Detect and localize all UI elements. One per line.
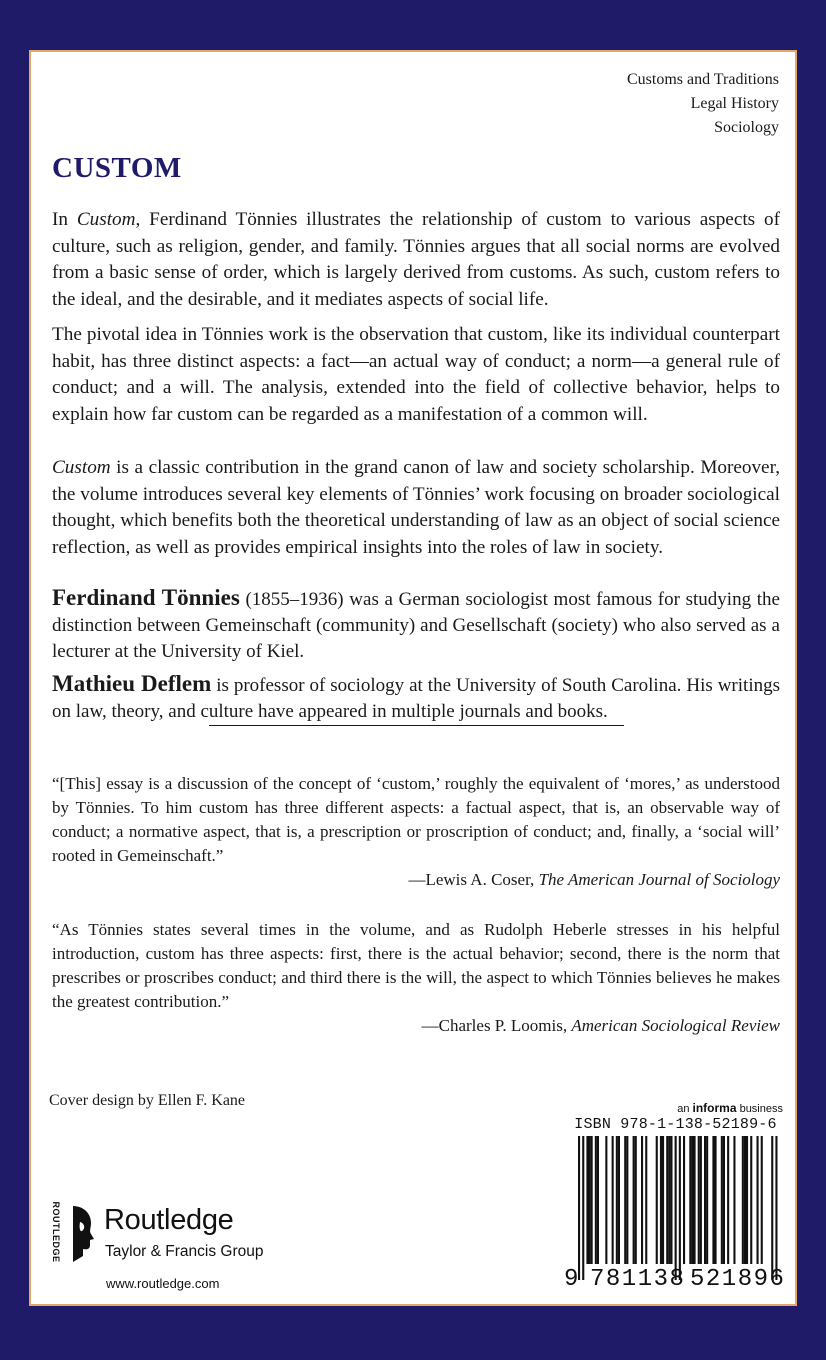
editor-bio: Mathieu Deflem is professor of sociology at the University of South Carolina. His writings on law, theory, and culture have appeared in multiple journals and books. <box>52 671 780 722</box>
barcode-bar <box>605 1136 607 1264</box>
publisher-group: Taylor & Francis Group <box>105 1243 264 1260</box>
review-quote-2: “As Tönnies states several times in the volume, and as Rudolph Heberle stresses in his helpful introduction, custom has three aspects: first, there is the actual behavior; second, there is the norm that prescribes or proscribes conduct; and third there is the will, the aspect to which Tönnies believes he makes the greatest contribution.” —Charles P. Loomis, American Sociological Review <box>52 918 780 1038</box>
barcode-bar <box>618 1136 620 1264</box>
subject-item: Customs and Traditions <box>626 71 779 88</box>
ean-left-group: 781138 <box>590 1266 686 1293</box>
barcode-bar <box>750 1136 752 1264</box>
barcode-bar <box>706 1136 708 1264</box>
subject-item: Sociology <box>714 119 779 136</box>
back-cover-panel <box>29 50 797 1306</box>
barcode-bar <box>715 1136 717 1264</box>
barcode-bar <box>742 1136 744 1264</box>
barcode-bar <box>771 1136 773 1280</box>
barcode-bar <box>721 1136 723 1264</box>
barcode-bar <box>612 1136 614 1264</box>
barcode-bar <box>744 1136 746 1264</box>
barcode-bar <box>591 1136 593 1264</box>
barcode-bar <box>662 1136 664 1264</box>
barcode-bar <box>727 1136 729 1264</box>
barcode-bar <box>694 1136 696 1264</box>
quote-attribution: —Lewis A. Coser, The American Journal of Sociology <box>408 870 780 889</box>
editor-name: Mathieu Deflem <box>52 671 212 696</box>
barcode-bar <box>645 1136 647 1264</box>
barcode-bar <box>712 1136 714 1264</box>
author-bio: Ferdinand Tönnies (1855–1936) was a German sociologist most famous for studying the distinction between Gemeinschaft (community) and Gesellschaft (society) who also served as a lecturer at the University of Kiel. <box>52 585 780 662</box>
barcode-bar <box>641 1136 643 1264</box>
barcode-bar <box>691 1136 693 1264</box>
barcode-bar <box>775 1136 777 1280</box>
ean-first-digit: 9 <box>564 1266 579 1293</box>
barcode-bar <box>679 1136 681 1280</box>
barcode-bar <box>660 1136 662 1264</box>
barcode-bar <box>757 1136 759 1264</box>
barcode-bar <box>704 1136 706 1264</box>
barcode-bar <box>589 1136 591 1264</box>
description-paragraph-3: Custom is a classic contribution in the grand canon of law and society scholarship. Moreover, the volume introduces several key elements of Tönnies’ work focusing on broader sociological thought, which benefits both the theoretical understanding of law as an object of social science reflection, as well as provides empirical insights into the roles of law in society. <box>52 457 780 558</box>
subject-item: Legal History <box>690 95 779 112</box>
barcode-bar <box>700 1136 702 1264</box>
barcode-bar <box>698 1136 700 1264</box>
barcode-bar <box>746 1136 748 1264</box>
barcode-bar <box>666 1136 668 1264</box>
barcode-bar <box>586 1136 588 1264</box>
barcode-bar <box>635 1136 637 1264</box>
publisher-website[interactable]: www.routledge.com <box>106 1276 220 1291</box>
review-quote-1: “[This] essay is a discussion of the concept of ‘custom,’ roughly the equivalent of ‘mores,’ as understood by Tönnies. To him custom has three different aspects: a factual aspect, that is, an observable way of conduct; a normative aspect, that is, a prescription or proscription of conduct; and, finally, a ‘social will’ rooted in Gemeinschaft.” —Lewis A. Coser, The American Journal of Sociology <box>52 772 780 892</box>
barcode-bar <box>761 1136 763 1264</box>
publisher-name: Routledge <box>104 1204 234 1236</box>
informa-tagline: an informa business <box>677 1101 783 1115</box>
barcode-bar <box>578 1136 580 1280</box>
cover-design-credit: Cover design by Ellen F. Kane <box>49 1092 246 1109</box>
barcode-bar <box>689 1136 691 1264</box>
barcode-bar <box>668 1136 670 1264</box>
barcode-bar <box>582 1136 584 1280</box>
isbn-number: ISBN 978-1-138-52189-6 <box>574 1116 777 1133</box>
barcode-bar <box>656 1136 658 1264</box>
barcode-bar <box>675 1136 677 1280</box>
barcode-bar <box>626 1136 628 1264</box>
profile-head-icon <box>67 1204 95 1264</box>
quote-attribution: —Charles P. Loomis, American Sociological Review <box>421 1016 780 1035</box>
barcode-bar <box>723 1136 725 1264</box>
barcode-bar <box>683 1136 685 1264</box>
logo-vertical-text: ROUTLEDGE <box>51 1201 61 1263</box>
description-paragraph-2: The pivotal idea in Tönnies work is the observation that custom, like its individual counterpart habit, has three distinct aspects: a fact—an actual way of conduct; a norm—a general rule of conduct; and a will. The analysis, extended into the field of collective behavior, helps to explain how far custom can be regarded as a manifestation of a common will. <box>52 324 780 425</box>
barcode-bar <box>670 1136 672 1264</box>
barcode-bars <box>562 1136 789 1282</box>
barcode-bar <box>597 1136 599 1264</box>
barcode-bar <box>595 1136 597 1264</box>
barcode-bar <box>733 1136 735 1264</box>
ean-right-group: 521896 <box>690 1266 786 1293</box>
section-divider <box>209 725 624 726</box>
isbn-barcode <box>562 1116 789 1302</box>
description-paragraph-1: In Custom, Ferdinand Tönnies illustrates the relationship of custom to various aspects of culture, such as religion, gender, and family. Tönnies argues that all social norms are evolved from a basic sense of order, which is largely derived from customs. As such, custom refers to the ideal, and the desirable, and it mediates aspects of social life. <box>52 209 780 310</box>
author-name: Ferdinand Tönnies <box>52 585 240 610</box>
routledge-logo <box>49 1202 299 1272</box>
barcode-bar <box>624 1136 626 1264</box>
barcode-bar <box>616 1136 618 1264</box>
subject-categories <box>627 68 779 140</box>
book-title: CUSTOM <box>52 152 182 184</box>
barcode-bar <box>633 1136 635 1264</box>
